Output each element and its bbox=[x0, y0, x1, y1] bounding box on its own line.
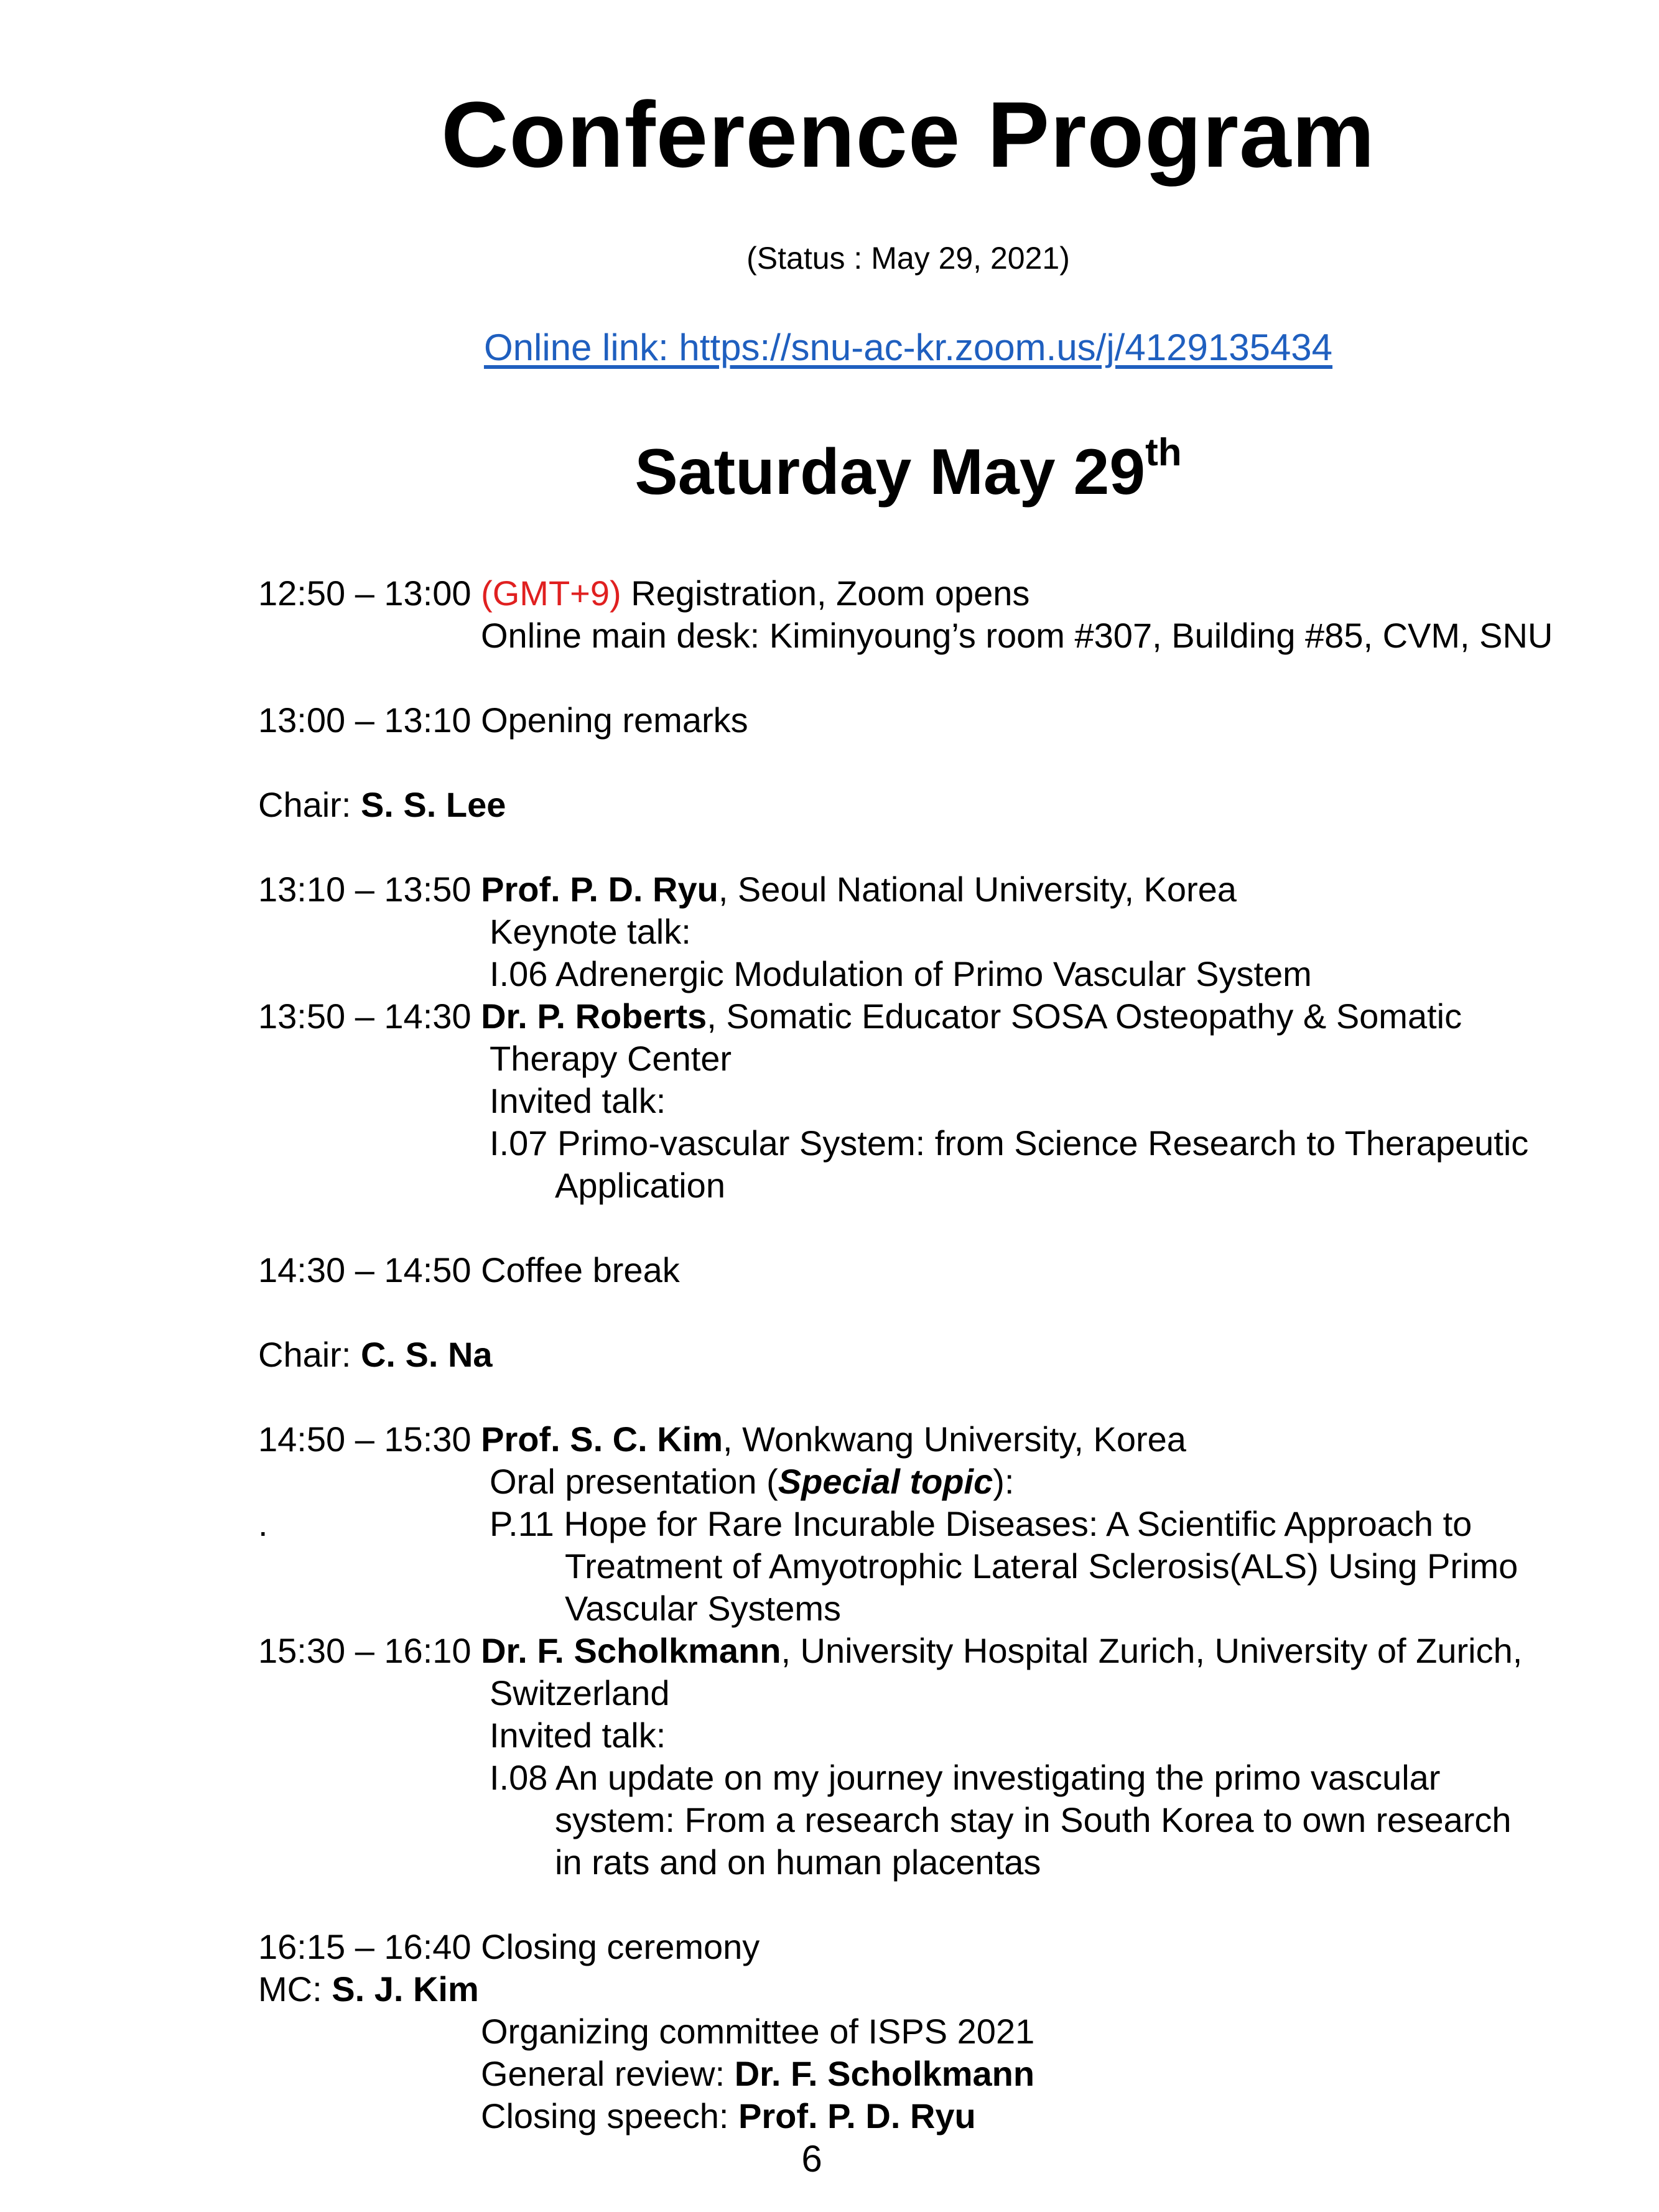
speaker-affiliation: , Wonkwang University, Korea bbox=[723, 1420, 1186, 1459]
speaker-name: Prof. P. D. Ryu bbox=[481, 870, 718, 909]
session-coffee-break bbox=[258, 1249, 680, 1291]
speaker-name: Dr. F. Scholkmann bbox=[481, 1631, 781, 1670]
day-heading bbox=[0, 431, 1659, 509]
talk-title-cont: Treatment of Amyotrophic Lateral Sclerosis(ALS) Using Primo bbox=[565, 1546, 1518, 1586]
session-title: Opening remarks bbox=[471, 700, 748, 740]
mc-name: S. J. Kim bbox=[332, 1969, 479, 2009]
closing-speech bbox=[481, 2095, 976, 2137]
talk-title: I.08 An update on my journey investigating the primo vascular bbox=[490, 1758, 1441, 1797]
chair-1 bbox=[258, 784, 506, 826]
stray-dot: . bbox=[258, 1504, 268, 1543]
speech-name: Prof. P. D. Ryu bbox=[738, 2096, 976, 2135]
session-time: 13:10 – 13:50 bbox=[258, 870, 481, 909]
session-invited-roberts bbox=[258, 995, 1462, 1038]
session-opening bbox=[258, 699, 748, 741]
talk-title: I.06 Adrenergic Modulation of Primo Vascular System bbox=[490, 954, 1312, 993]
session-title: Closing ceremony bbox=[481, 1927, 760, 1966]
speaker-name: Prof. S. C. Kim bbox=[481, 1420, 723, 1459]
main-desk-info: Online main desk: Kiminyoung’s room #307, Building #85, CVM, SNU bbox=[481, 616, 1553, 655]
talk-title: P.11 Hope for Rare Incurable Diseases: A Scientific Approach to bbox=[490, 1504, 1472, 1543]
status-date: (Status : May 29, 2021) bbox=[746, 241, 1070, 276]
talk-title-cont: in rats and on human placentas bbox=[555, 1843, 1041, 1882]
zoom-link[interactable]: Online link: https://snu-ac-kr.zoom.us/j/4129135434 bbox=[483, 327, 1333, 368]
talk-type-prefix: Oral presentation ( bbox=[490, 1462, 778, 1501]
session-invited-scholkmann bbox=[258, 1630, 1522, 1672]
session-title: Coffee break bbox=[481, 1250, 680, 1290]
talk-title-cont: Vascular Systems bbox=[565, 1589, 841, 1628]
session-time: 15:30 – 16:10 bbox=[258, 1631, 481, 1670]
talk-title-cont: Application bbox=[555, 1166, 725, 1205]
session-title: Registration, Zoom opens bbox=[621, 574, 1030, 613]
session-registration bbox=[258, 572, 1029, 615]
chair-name: C. S. Na bbox=[360, 1335, 493, 1374]
chair-name: S. S. Lee bbox=[360, 785, 506, 824]
speaker-affiliation-cont: Switzerland bbox=[490, 1673, 670, 1712]
chair-label: Chair: bbox=[258, 1335, 361, 1374]
chair-label: Chair: bbox=[258, 785, 361, 824]
session-time: 12:50 – 13:00 bbox=[258, 574, 481, 613]
timezone-label: (GMT+9) bbox=[481, 574, 621, 613]
online-link bbox=[0, 326, 1659, 369]
mc-line bbox=[258, 1968, 479, 2010]
page-number: 6 bbox=[801, 2138, 822, 2180]
page-title: Conference Program bbox=[441, 82, 1375, 187]
session-oral-kim bbox=[258, 1418, 1186, 1461]
general-review bbox=[481, 2053, 1034, 2095]
talk-title-cont: system: From a research stay in South Korea to own research bbox=[555, 1800, 1512, 1839]
session-time: 16:15 – 16:40 bbox=[258, 1927, 481, 1966]
review-name: Dr. F. Scholkmann bbox=[734, 2054, 1035, 2093]
day-label: Saturday May 29 bbox=[634, 436, 1146, 508]
session-time: 14:30 – 14:50 bbox=[258, 1250, 481, 1290]
special-topic-label: Special topic bbox=[778, 1462, 993, 1501]
speaker-affiliation: , Somatic Educator SOSA Osteopathy & Somatic bbox=[707, 997, 1462, 1036]
speaker-name: Dr. P. Roberts bbox=[481, 997, 707, 1036]
talk-type bbox=[490, 1461, 1014, 1503]
speaker-affiliation-cont: Therapy Center bbox=[490, 1039, 732, 1078]
session-time: 13:50 – 14:30 bbox=[258, 997, 481, 1036]
mc-label: MC: bbox=[258, 1969, 332, 2009]
speaker-affiliation: , University Hospital Zurich, University of Zurich, bbox=[781, 1631, 1523, 1670]
talk-title: I.07 Primo-vascular System: from Science Research to Therapeutic bbox=[490, 1123, 1529, 1163]
session-keynote bbox=[258, 868, 1237, 911]
organizing-committee: Organizing committee of ISPS 2021 bbox=[481, 2012, 1035, 2051]
review-label: General review: bbox=[481, 2054, 735, 2093]
session-time: 14:50 – 15:30 bbox=[258, 1420, 481, 1459]
talk-type-suffix: ): bbox=[993, 1462, 1015, 1501]
day-suffix: th bbox=[1145, 431, 1182, 475]
speaker-affiliation: , Seoul National University, Korea bbox=[718, 870, 1237, 909]
talk-type: Keynote talk: bbox=[490, 912, 691, 951]
chair-2 bbox=[258, 1334, 493, 1376]
session-closing bbox=[258, 1926, 760, 1968]
session-time: 13:00 – 13:10 bbox=[258, 700, 472, 740]
speech-label: Closing speech: bbox=[481, 2096, 739, 2135]
talk-type: Invited talk: bbox=[490, 1716, 666, 1755]
talk-type: Invited talk: bbox=[490, 1081, 666, 1120]
